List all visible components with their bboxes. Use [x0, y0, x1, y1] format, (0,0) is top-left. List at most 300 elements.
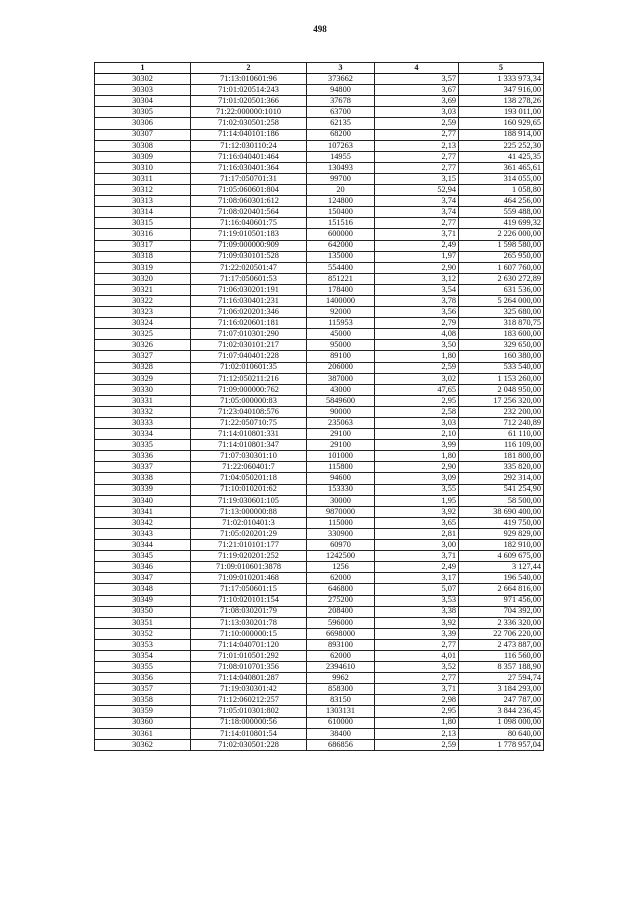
- rate-cell: 2,95: [375, 706, 459, 717]
- cadastral-number-cell: 71:02:030101:217: [191, 340, 307, 351]
- row-number-cell: 30313: [95, 196, 191, 207]
- area-cell: 330900: [307, 528, 375, 539]
- table-row: [95, 429, 544, 440]
- table-row: [95, 262, 544, 273]
- table-row: [95, 495, 544, 506]
- cadastral-value-table: [94, 62, 544, 751]
- rate-cell: 1,80: [375, 717, 459, 728]
- area-cell: 107263: [307, 140, 375, 151]
- area-cell: 62135: [307, 118, 375, 129]
- cadastral-number-cell: 71:14:010801:331: [191, 429, 307, 440]
- area-cell: 150400: [307, 207, 375, 218]
- cadastral-number-cell: 71:12:030110:24: [191, 140, 307, 151]
- table-row: [95, 706, 544, 717]
- cadastral-number-cell: 71:14:040701:120: [191, 639, 307, 650]
- cadastral-value-cell: 4 609 675,00: [459, 551, 544, 562]
- row-number-cell: 30302: [95, 74, 191, 85]
- table-row: [95, 185, 544, 196]
- row-number-cell: 30321: [95, 284, 191, 295]
- table-row: [95, 85, 544, 96]
- rate-cell: 3,03: [375, 107, 459, 118]
- table-row: [95, 517, 544, 528]
- cadastral-value-cell: 183 600,00: [459, 329, 544, 340]
- rate-cell: 2,77: [375, 129, 459, 140]
- cadastral-value-cell: 38 690 400,00: [459, 506, 544, 517]
- area-cell: 94600: [307, 473, 375, 484]
- area-cell: 206000: [307, 362, 375, 373]
- row-number-cell: 30361: [95, 728, 191, 739]
- cadastral-number-cell: 71:19:030301:42: [191, 684, 307, 695]
- area-cell: 1400000: [307, 295, 375, 306]
- cadastral-value-cell: 292 314,00: [459, 473, 544, 484]
- area-cell: 83150: [307, 695, 375, 706]
- row-number-cell: 30317: [95, 240, 191, 251]
- row-number-cell: 30329: [95, 373, 191, 384]
- rate-cell: 2,98: [375, 695, 459, 706]
- rate-cell: 2,49: [375, 240, 459, 251]
- cadastral-number-cell: 71:22:050710:75: [191, 418, 307, 429]
- table-row: [95, 229, 544, 240]
- table-row: [95, 96, 544, 107]
- cadastral-value-cell: 2 630 272,89: [459, 273, 544, 284]
- row-number-cell: 30332: [95, 406, 191, 417]
- row-number-cell: 30355: [95, 662, 191, 673]
- area-cell: 62000: [307, 573, 375, 584]
- cadastral-number-cell: 71:12:060212:257: [191, 695, 307, 706]
- row-number-cell: 30342: [95, 517, 191, 528]
- row-number-cell: 30323: [95, 307, 191, 318]
- row-number-cell: 30336: [95, 451, 191, 462]
- cadastral-value-cell: 17 256 320,00: [459, 395, 544, 406]
- cadastral-value-cell: 419 750,00: [459, 517, 544, 528]
- rate-cell: 2,77: [375, 218, 459, 229]
- cadastral-number-cell: 71:08:020401:564: [191, 207, 307, 218]
- rate-cell: 3,78: [375, 295, 459, 306]
- rate-cell: 1,80: [375, 351, 459, 362]
- row-number-cell: 30322: [95, 295, 191, 306]
- table-row: [95, 107, 544, 118]
- table-row: [95, 340, 544, 351]
- cadastral-number-cell: 71:14:010801:347: [191, 440, 307, 451]
- area-cell: 1242500: [307, 551, 375, 562]
- cadastral-value-cell: 1 098 000,00: [459, 717, 544, 728]
- rate-cell: 3,00: [375, 540, 459, 551]
- cadastral-value-cell: 193 011,00: [459, 107, 544, 118]
- cadastral-value-cell: 1 778 957,04: [459, 739, 544, 750]
- rate-cell: 3,71: [375, 684, 459, 695]
- cadastral-value-cell: 61 110,00: [459, 429, 544, 440]
- rate-cell: 3,15: [375, 173, 459, 184]
- cadastral-number-cell: 71:13:010601:96: [191, 74, 307, 85]
- row-number-cell: 30337: [95, 462, 191, 473]
- row-number-cell: 30320: [95, 273, 191, 284]
- cadastral-number-cell: 71:05:060601:804: [191, 185, 307, 196]
- row-number-cell: 30314: [95, 207, 191, 218]
- cadastral-value-cell: 533 540,00: [459, 362, 544, 373]
- cadastral-value-cell: 1 058,80: [459, 185, 544, 196]
- table-row: [95, 662, 544, 673]
- row-number-cell: 30352: [95, 628, 191, 639]
- row-number-cell: 30348: [95, 584, 191, 595]
- cadastral-number-cell: 71:09:030101:528: [191, 251, 307, 262]
- row-number-cell: 30311: [95, 173, 191, 184]
- rate-cell: 3,55: [375, 484, 459, 495]
- table-row: [95, 196, 544, 207]
- rate-cell: 1,95: [375, 495, 459, 506]
- row-number-cell: 30343: [95, 528, 191, 539]
- rate-cell: 2,49: [375, 562, 459, 573]
- cadastral-value-cell: 2 048 950,00: [459, 384, 544, 395]
- row-number-cell: 30334: [95, 429, 191, 440]
- table-row: [95, 129, 544, 140]
- row-number-cell: 30310: [95, 162, 191, 173]
- cadastral-number-cell: 71:14:040101:186: [191, 129, 307, 140]
- cadastral-value-cell: 116 109,00: [459, 440, 544, 451]
- rate-cell: 2,59: [375, 739, 459, 750]
- cadastral-number-cell: 71:22:020501:47: [191, 262, 307, 273]
- row-number-cell: 30349: [95, 595, 191, 606]
- table-row: [95, 218, 544, 229]
- column-header: 1: [95, 63, 191, 74]
- cadastral-value-cell: 265 950,00: [459, 251, 544, 262]
- table-row: [95, 329, 544, 340]
- cadastral-value-cell: 929 829,00: [459, 528, 544, 539]
- row-number-cell: 30308: [95, 140, 191, 151]
- rate-cell: 2,13: [375, 728, 459, 739]
- area-cell: 60970: [307, 540, 375, 551]
- area-cell: 1303131: [307, 706, 375, 717]
- table-row: [95, 251, 544, 262]
- cadastral-number-cell: 71:10:010201:62: [191, 484, 307, 495]
- row-number-cell: 30345: [95, 551, 191, 562]
- area-cell: 115953: [307, 318, 375, 329]
- rate-cell: 3,38: [375, 606, 459, 617]
- table-row: [95, 118, 544, 129]
- area-cell: 90000: [307, 406, 375, 417]
- cadastral-value-cell: 1 598 580,00: [459, 240, 544, 251]
- area-cell: 115800: [307, 462, 375, 473]
- area-cell: 387000: [307, 373, 375, 384]
- rate-cell: 2,90: [375, 462, 459, 473]
- cadastral-value-cell: 2 336 320,00: [459, 617, 544, 628]
- area-cell: 14955: [307, 151, 375, 162]
- cadastral-value-cell: 188 914,00: [459, 129, 544, 140]
- cadastral-number-cell: 71:12:050211:216: [191, 373, 307, 384]
- rate-cell: 2,77: [375, 162, 459, 173]
- table-header-row: [95, 63, 544, 74]
- area-cell: 9870000: [307, 506, 375, 517]
- cadastral-number-cell: 71:06:020201:346: [191, 307, 307, 318]
- cadastral-number-cell: 71:01:020514:243: [191, 85, 307, 96]
- area-cell: 851221: [307, 273, 375, 284]
- cadastral-value-cell: 347 916,00: [459, 85, 544, 96]
- area-cell: 893100: [307, 639, 375, 650]
- area-cell: 6698000: [307, 628, 375, 639]
- area-cell: 600000: [307, 229, 375, 240]
- cadastral-number-cell: 71:09:010201:468: [191, 573, 307, 584]
- cadastral-value-cell: 160 929,65: [459, 118, 544, 129]
- table-row: [95, 540, 544, 551]
- rate-cell: 2,59: [375, 362, 459, 373]
- row-number-cell: 30326: [95, 340, 191, 351]
- row-number-cell: 30305: [95, 107, 191, 118]
- column-header: 3: [307, 63, 375, 74]
- cadastral-number-cell: 71:07:040401:228: [191, 351, 307, 362]
- row-number-cell: 30344: [95, 540, 191, 551]
- area-cell: 92000: [307, 307, 375, 318]
- row-number-cell: 30339: [95, 484, 191, 495]
- column-header: 4: [375, 63, 459, 74]
- cadastral-number-cell: 71:22:000000:1010: [191, 107, 307, 118]
- cadastral-number-cell: 71:01:020501:366: [191, 96, 307, 107]
- area-cell: 68200: [307, 129, 375, 140]
- cadastral-number-cell: 71:17:050601:15: [191, 584, 307, 595]
- table-row: [95, 573, 544, 584]
- rate-cell: 3,09: [375, 473, 459, 484]
- table-row: [95, 606, 544, 617]
- row-number-cell: 30324: [95, 318, 191, 329]
- cadastral-number-cell: 71:19:010501:183: [191, 229, 307, 240]
- cadastral-number-cell: 71:22:060401:7: [191, 462, 307, 473]
- row-number-cell: 30338: [95, 473, 191, 484]
- table-row: [95, 562, 544, 573]
- cadastral-number-cell: 71:07:010301:290: [191, 329, 307, 340]
- rate-cell: 2,59: [375, 118, 459, 129]
- table-row: [95, 717, 544, 728]
- cadastral-value-cell: 325 680,00: [459, 307, 544, 318]
- row-number-cell: 30351: [95, 617, 191, 628]
- rate-cell: 2,10: [375, 429, 459, 440]
- row-number-cell: 30307: [95, 129, 191, 140]
- cadastral-value-cell: 1 333 973,34: [459, 74, 544, 85]
- table-row: [95, 295, 544, 306]
- rate-cell: 2,90: [375, 262, 459, 273]
- table-row: [95, 639, 544, 650]
- cadastral-number-cell: 71:09:010601:3878: [191, 562, 307, 573]
- row-number-cell: 30331: [95, 395, 191, 406]
- rate-cell: 52,94: [375, 185, 459, 196]
- cadastral-number-cell: 71:14:040801:287: [191, 673, 307, 684]
- cadastral-number-cell: 71:16:040601:75: [191, 218, 307, 229]
- cadastral-number-cell: 71:19:020201:252: [191, 551, 307, 562]
- area-cell: 29100: [307, 429, 375, 440]
- area-cell: 94800: [307, 85, 375, 96]
- area-cell: 642000: [307, 240, 375, 251]
- rate-cell: 3,52: [375, 662, 459, 673]
- area-cell: 208400: [307, 606, 375, 617]
- cadastral-value-cell: 160 380,00: [459, 351, 544, 362]
- cadastral-value-cell: 182 910,00: [459, 540, 544, 551]
- cadastral-number-cell: 71:16:030401:364: [191, 162, 307, 173]
- cadastral-number-cell: 71:17:050701:31: [191, 173, 307, 184]
- area-cell: 275200: [307, 595, 375, 606]
- cadastral-value-cell: 247 787,00: [459, 695, 544, 706]
- table-row: [95, 240, 544, 251]
- table-row: [95, 140, 544, 151]
- table-row: [95, 440, 544, 451]
- cadastral-number-cell: 71:10:020101:154: [191, 595, 307, 606]
- table-row: [95, 284, 544, 295]
- row-number-cell: 30335: [95, 440, 191, 451]
- cadastral-value-cell: 138 278,26: [459, 96, 544, 107]
- rate-cell: 3,39: [375, 628, 459, 639]
- row-number-cell: 30303: [95, 85, 191, 96]
- row-number-cell: 30357: [95, 684, 191, 695]
- table-row: [95, 351, 544, 362]
- rate-cell: 1,97: [375, 251, 459, 262]
- rate-cell: 3,92: [375, 617, 459, 628]
- table-row: [95, 362, 544, 373]
- cadastral-value-cell: 3 127,44: [459, 562, 544, 573]
- table-row: [95, 318, 544, 329]
- table-row: [95, 673, 544, 684]
- area-cell: 20: [307, 185, 375, 196]
- row-number-cell: 30319: [95, 262, 191, 273]
- column-header: 2: [191, 63, 307, 74]
- rate-cell: 3,69: [375, 96, 459, 107]
- area-cell: 115000: [307, 517, 375, 528]
- row-number-cell: 30333: [95, 418, 191, 429]
- cadastral-value-cell: 58 500,00: [459, 495, 544, 506]
- row-number-cell: 30354: [95, 650, 191, 661]
- cadastral-number-cell: 71:13:000000:88: [191, 506, 307, 517]
- table-row: [95, 484, 544, 495]
- row-number-cell: 30350: [95, 606, 191, 617]
- cadastral-value-cell: 1 607 760,00: [459, 262, 544, 273]
- cadastral-number-cell: 71:13:030201:78: [191, 617, 307, 628]
- cadastral-value-cell: 631 536,00: [459, 284, 544, 295]
- rate-cell: 3,71: [375, 551, 459, 562]
- cadastral-value-cell: 419 699,32: [459, 218, 544, 229]
- area-cell: 43000: [307, 384, 375, 395]
- rate-cell: 2,77: [375, 639, 459, 650]
- cadastral-value-cell: 541 254,90: [459, 484, 544, 495]
- table-row: [95, 739, 544, 750]
- cadastral-number-cell: 71:08:010701:356: [191, 662, 307, 673]
- row-number-cell: 30330: [95, 384, 191, 395]
- table-row: [95, 584, 544, 595]
- column-header: 5: [459, 63, 544, 74]
- row-number-cell: 30359: [95, 706, 191, 717]
- table-row: [95, 473, 544, 484]
- cadastral-number-cell: 71:10:000000:15: [191, 628, 307, 639]
- rate-cell: 3,67: [375, 85, 459, 96]
- cadastral-number-cell: 71:04:050201:18: [191, 473, 307, 484]
- rate-cell: 2,77: [375, 673, 459, 684]
- area-cell: 62000: [307, 650, 375, 661]
- row-number-cell: 30327: [95, 351, 191, 362]
- cadastral-number-cell: 71:09:000000:909: [191, 240, 307, 251]
- cadastral-number-cell: 71:06:030201:191: [191, 284, 307, 295]
- table-row: [95, 684, 544, 695]
- cadastral-number-cell: 71:09:000000:762: [191, 384, 307, 395]
- cadastral-number-cell: 71:21:010101:177: [191, 540, 307, 551]
- cadastral-value-cell: 80 640,00: [459, 728, 544, 739]
- cadastral-number-cell: 71:02:030501:258: [191, 118, 307, 129]
- table-row: [95, 462, 544, 473]
- cadastral-number-cell: 71:16:030401:231: [191, 295, 307, 306]
- cadastral-value-cell: 559 488,00: [459, 207, 544, 218]
- cadastral-number-cell: 71:08:030201:79: [191, 606, 307, 617]
- cadastral-number-cell: 71:23:040108:576: [191, 406, 307, 417]
- table-row: [95, 650, 544, 661]
- row-number-cell: 30304: [95, 96, 191, 107]
- area-cell: 37678: [307, 96, 375, 107]
- cadastral-number-cell: 71:02:010401:3: [191, 517, 307, 528]
- area-cell: 30000: [307, 495, 375, 506]
- rate-cell: 3,02: [375, 373, 459, 384]
- rate-cell: 3,50: [375, 340, 459, 351]
- rate-cell: 3,74: [375, 196, 459, 207]
- table-row: [95, 207, 544, 218]
- cadastral-number-cell: 71:02:010601:35: [191, 362, 307, 373]
- area-cell: 235063: [307, 418, 375, 429]
- cadastral-number-cell: 71:16:040401:464: [191, 151, 307, 162]
- rate-cell: 3,53: [375, 595, 459, 606]
- rate-cell: 3,54: [375, 284, 459, 295]
- area-cell: 89100: [307, 351, 375, 362]
- table-row: [95, 384, 544, 395]
- cadastral-value-cell: 232 200,00: [459, 406, 544, 417]
- area-cell: 686856: [307, 739, 375, 750]
- table-row: [95, 451, 544, 462]
- rate-cell: 2,95: [375, 395, 459, 406]
- area-cell: 99700: [307, 173, 375, 184]
- cadastral-value-cell: 314 055,00: [459, 173, 544, 184]
- area-cell: 153330: [307, 484, 375, 495]
- rate-cell: 3,65: [375, 517, 459, 528]
- cadastral-number-cell: 71:05:020201:29: [191, 528, 307, 539]
- rate-cell: 3,57: [375, 74, 459, 85]
- page-number: 498: [313, 24, 327, 34]
- rate-cell: 3,99: [375, 440, 459, 451]
- cadastral-value-cell: 329 650,00: [459, 340, 544, 351]
- cadastral-value-cell: 116 560,00: [459, 650, 544, 661]
- row-number-cell: 30340: [95, 495, 191, 506]
- row-number-cell: 30306: [95, 118, 191, 129]
- cadastral-number-cell: 71:14:010801:54: [191, 728, 307, 739]
- rate-cell: 3,56: [375, 307, 459, 318]
- row-number-cell: 30325: [95, 329, 191, 340]
- table-row: [95, 418, 544, 429]
- cadastral-value-cell: 41 425,35: [459, 151, 544, 162]
- area-cell: 95000: [307, 340, 375, 351]
- row-number-cell: 30356: [95, 673, 191, 684]
- cadastral-value-cell: 712 240,89: [459, 418, 544, 429]
- area-cell: 38400: [307, 728, 375, 739]
- cadastral-value-cell: 225 252,30: [459, 140, 544, 151]
- rate-cell: 47,65: [375, 384, 459, 395]
- cadastral-value-cell: 361 465,61: [459, 162, 544, 173]
- rate-cell: 4,01: [375, 650, 459, 661]
- area-cell: 151516: [307, 218, 375, 229]
- cadastral-number-cell: 71:17:050601:53: [191, 273, 307, 284]
- rate-cell: 5,07: [375, 584, 459, 595]
- area-cell: 130493: [307, 162, 375, 173]
- area-cell: 373662: [307, 74, 375, 85]
- area-cell: 178400: [307, 284, 375, 295]
- table-row: [95, 373, 544, 384]
- area-cell: 1256: [307, 562, 375, 573]
- cadastral-value-cell: 318 870,75: [459, 318, 544, 329]
- table-row: [95, 595, 544, 606]
- row-number-cell: 30316: [95, 229, 191, 240]
- cadastral-value-cell: 22 706 220,00: [459, 628, 544, 639]
- area-cell: 554400: [307, 262, 375, 273]
- cadastral-value-cell: 335 820,00: [459, 462, 544, 473]
- cadastral-value-cell: 2 473 887,00: [459, 639, 544, 650]
- table-row: [95, 406, 544, 417]
